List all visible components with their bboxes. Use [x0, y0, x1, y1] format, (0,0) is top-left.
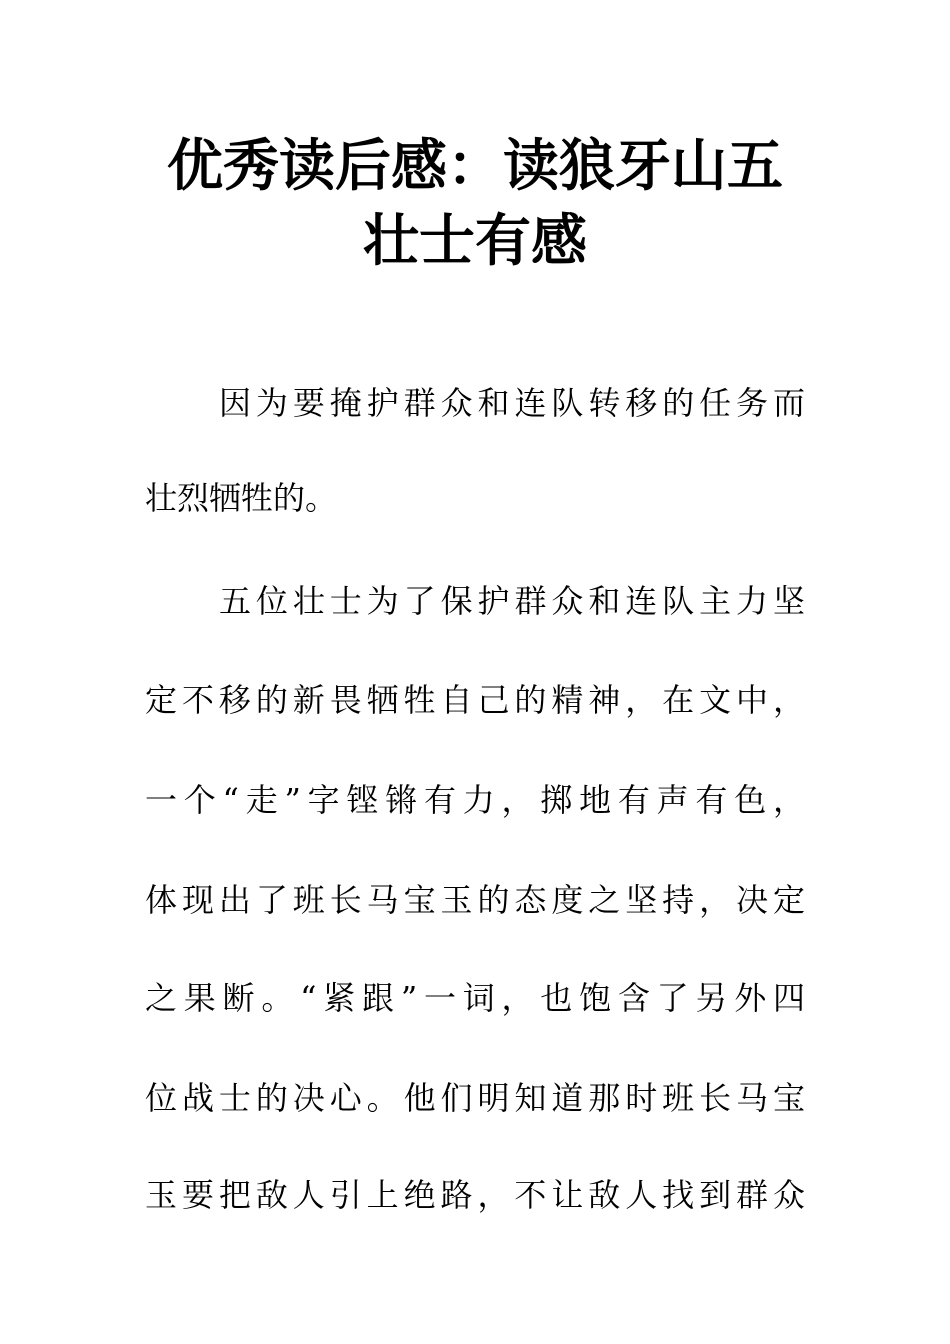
paragraph-2-line-6: 位战士的决心。他们明知道那时班长马宝	[145, 1079, 805, 1117]
paragraph-2-line-2: 定不移的新畏牺牲自己的精神，在文中，	[145, 681, 805, 719]
document-title-line-1: 优秀读后感：读狼牙山五	[167, 134, 783, 199]
paragraph-2-line-4: 体现出了班长马宝玉的态度之坚持，决定	[145, 881, 805, 919]
paragraph-1-line-1: 因为要掩护群众和连队转移的任务而	[219, 384, 805, 422]
paragraph-2-line-3: 一个“走”字铿锵有力，掷地有声有色，	[145, 781, 805, 819]
paragraph-1-line-2: 壮烈牺牲的。	[145, 479, 338, 517]
paragraph-2-line-5: 之果断。“紧跟”一词，也饱含了另外四	[145, 979, 805, 1017]
paragraph-2-line-1: 五位壮士为了保护群众和连队主力坚	[219, 582, 805, 620]
document-title-line-2: 壮士有感	[363, 209, 587, 274]
paragraph-2-line-7: 玉要把敌人引上绝路，不让敌人找到群众	[145, 1176, 805, 1214]
